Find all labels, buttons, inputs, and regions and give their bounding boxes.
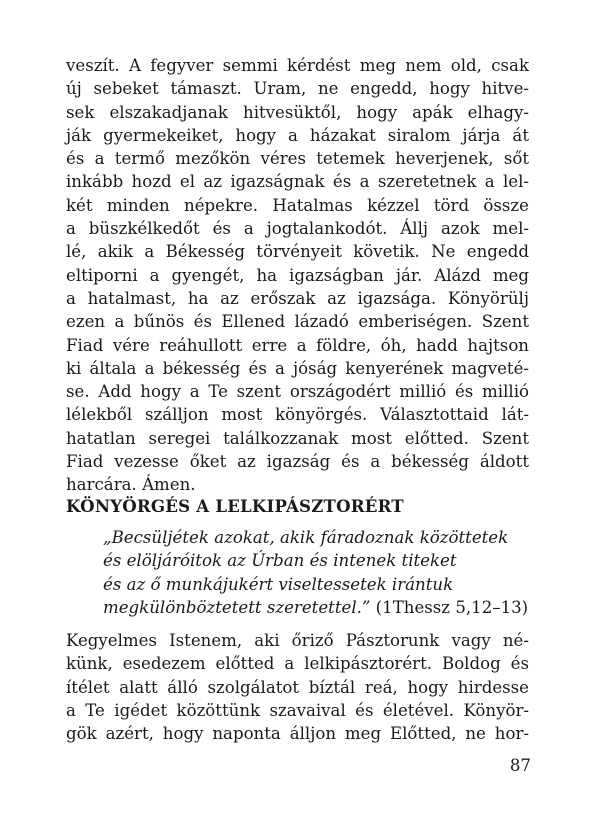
text-line: Kegyelmes Istenem, aki őriző Pásztorunk vagy né- — [66, 631, 529, 650]
text-line: se. Add hogy a Te szent országodért millió és millió — [66, 382, 529, 402]
text-line: sek elszakadjanak hitvesüktől, hogy apák elhagy- — [66, 102, 529, 122]
text-line: ítélet alatt álló szolgálatot bíztál reá, hogy hirdesse — [66, 677, 529, 697]
quote-reference: (1Thessz 5,12–13) — [370, 597, 529, 617]
text-line: harcára. Ámen. — [66, 475, 196, 495]
text-line: a büszkélkedőt és a jogtalankodót. Állj azok mel- — [66, 219, 529, 239]
text-line: Fiad vére reáhullott erre a földre, óh, hadd hajtson — [66, 335, 529, 355]
quote-line: „Becsüljétek azokat, akik fáradoznak közöttetek — [103, 528, 509, 547]
text-line: inkább hozd el az igazságnak és a szeretetnek a lel- — [66, 172, 529, 192]
text-line: eltiporni a gyengét, ha igazságban jár. Alázd meg — [66, 265, 529, 285]
quote-line: és elöljáróitok az Úrban és intenek titeket — [103, 551, 457, 571]
text-line: és a termő mezőkön véres tetemek heverjenek, sőt — [66, 149, 529, 169]
scripture-quote — [103, 526, 533, 619]
text-line: a Te igédet közöttünk szavaival és életével. Könyör- — [66, 700, 529, 720]
text-line: ezen a bűnös és Ellened lázadó emberiségen. Szent — [66, 312, 529, 332]
text-line: hatatlan seregei találkozzanak most előtted. Szent — [66, 428, 529, 448]
text-line: két minden népekre. Hatalmas kézzel törd össze — [66, 195, 529, 215]
text-line: ják gyermekeiket, hogy a házakat siralom járja át — [66, 125, 529, 145]
text-line: gök azért, hogy naponta álljon meg Előtted, ne hor- — [66, 724, 529, 744]
text-line: ki általa a békesség és a jóság kenyerének magveté- — [66, 358, 529, 378]
prayer-paragraph-2 — [66, 629, 529, 745]
text-line: lé, akik a Békesség törvényeit követik. Ne engedd — [66, 242, 529, 262]
text-line: lélekből szálljon most könyörgés. Választottaid lát- — [66, 405, 529, 425]
text-line: a hatalmast, ha az erőszak az igazsága. Könyörülj — [66, 288, 529, 308]
section-heading: KÖNYÖRGÉS A LELKIPÁSZTORÉRT — [66, 496, 404, 516]
page-number: 87 — [509, 756, 531, 775]
quote-line: és az ő munkájukért viseltessetek irántuk — [103, 574, 454, 594]
text-line: veszít. A fegyver semmi kérdést meg nem old, csak — [66, 56, 529, 75]
text-line: künk, esedezem előtted a lelkipásztorért. Boldog és — [66, 654, 529, 674]
quote-line-last — [103, 596, 533, 619]
text-line: új sebeket támaszt. Uram, ne engedd, hogy hitve- — [66, 79, 529, 99]
quote-text: megkülönböztetett szeretettel.” — [103, 597, 371, 617]
prayer-paragraph-1 — [66, 54, 529, 497]
text-line: Fiad vezesse őket az igazság és a békesség áldott — [66, 452, 529, 472]
